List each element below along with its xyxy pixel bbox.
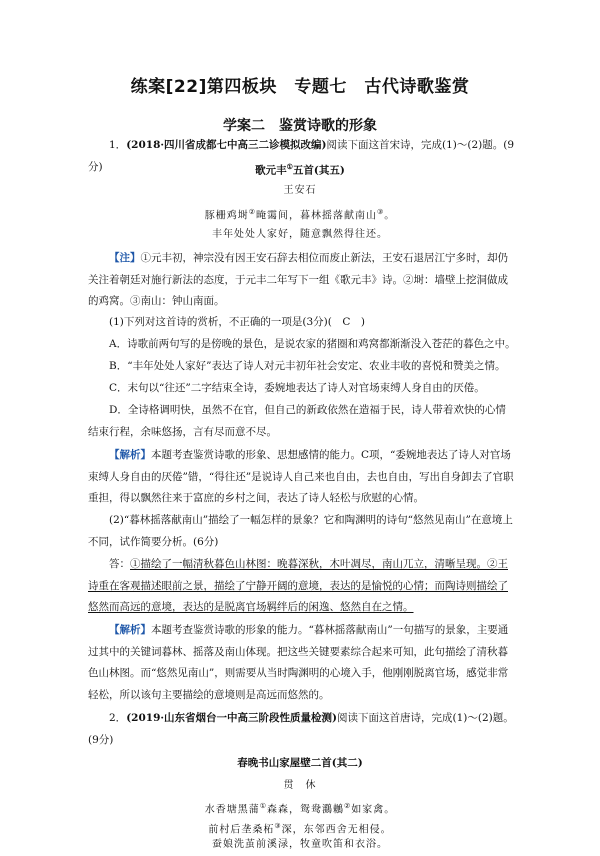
poem-1-title: 歌元丰①五首(其五) bbox=[255, 162, 345, 177]
option-d: D．全诗格调明快，虽然不在官，但自己的新政依然在造福于民，诗人带着欢快的心情结束行程，余味悠扬，言有尽而意不尽。 bbox=[88, 404, 506, 438]
option-a: A．诗歌前两句写的是傍晚的景色，是说农家的猪圈和鸡窝都渐渐没入苍茫的暮色之中。 bbox=[109, 338, 516, 350]
poem-2-line-1: 水香塘黑蒲①森森，鸳鸯鸂鶒②如家禽。 bbox=[204, 802, 396, 816]
sub-question-1: (1)下列对这首诗的赏析，不正确的一项是(3分)( C ) bbox=[109, 316, 365, 328]
question-2-intro: 2．(2019·山东省烟台一中高三阶段性质量检测)阅读下面这首唐诗，完成(1)～(2)题。(9分) bbox=[88, 712, 514, 746]
question-1-source: (2018·四川省成都七中高三二诊模拟改编) bbox=[126, 139, 327, 151]
section-subtitle: 学案二 鉴赏诗歌的形象 bbox=[223, 118, 377, 134]
page-title: 练案[22]第四板块 专题七 古代诗歌鉴赏 bbox=[130, 77, 470, 97]
option-c: C．末句以“往还”二字结束全诗，委婉地表达了诗人对官场束缚人身自由的厌倦。 bbox=[109, 382, 485, 394]
sub-question-2: (2)“暮林摇落献南山”描绘了一幅怎样的景象？它和陶渊明的诗句“悠然见南山”在意境上不同，试作简要分析。(6分) bbox=[88, 514, 513, 548]
poem-1-notes: 【注】①元丰初，神宗没有因王安石辞去相位而废止新法，王安石退居江宁多时，却仍关注着朝廷对施行新法的态度，于元丰二年写下一组《歌元丰》诗。②埘：墙壁上挖洞做成的鸡窝。③南山：钟山南面。 bbox=[88, 252, 508, 307]
poem-2-title: 春晚书山家屋壁二首(其二) bbox=[237, 757, 363, 769]
analysis-label: 【解析】 bbox=[109, 449, 151, 461]
poem-1-line-1: 豚栅鸡埘②晻霭间，暮林摇落献南山③。 bbox=[204, 208, 396, 222]
question-1-intro: 1．(2018·四川省成都七中高三二诊模拟改编)阅读下面这首宋诗，完成(1)～(2)题。(9分) bbox=[88, 139, 515, 173]
poem-1-author: 王安石 bbox=[283, 185, 317, 196]
poem-1-line-2: 丰年处处人家好，随意飘然得往还。 bbox=[212, 229, 388, 240]
question-2-source: (2019·山东省烟台一中高三阶段性质量检测) bbox=[126, 712, 338, 724]
option-b: B．“丰年处处人家好”表达了诗人对元丰初年社会安定、农业丰收的喜悦和赞美之情。 bbox=[109, 360, 506, 372]
answer-2: 答：①描绘了一幅清秋暮色山林图：晚暮深秋，木叶凋尽，南山兀立，清晰呈现。②王诗重在客观描述眼前之景，描绘了宁静开阔的意境，表达的是愉悦的心情；而陶诗则描绘了悠然而高远的意境，表达的是脱离官场羁绊后的闲逸、悠然自在之情。 bbox=[88, 558, 508, 613]
answer-text: ①描绘了一幅清秋暮色山林图：晚暮深秋，木叶凋尽，南山兀立，清晰呈现。②王诗重在客观描述眼前之景，描绘了宁静开阔的意境，表达的是愉悦的心情；而陶诗则描绘了悠然而高远的意境，表达的是脱离官场羁绊后的闲逸、悠然自在之情。 bbox=[88, 558, 508, 613]
poem-2-line-3: 蚕娘洗茧前溪渌，牧童吹笛和衣浴。 bbox=[212, 839, 388, 850]
poem-2-author: 贯 休 bbox=[283, 780, 317, 791]
analysis-1: 【解析】本题考查鉴赏诗歌的形象、思想感情的能力。C项，“委婉地表达了诗人对官场束缚人身自由的厌倦”错，“得往还”是说诗人自己来也自由，去也自由，写出自身卸去了官职重担，得以飘然往来于富庶的乡村之间，表达了诗人轻松与欣慰的心情。 bbox=[88, 449, 514, 504]
analysis-label: 【解析】 bbox=[109, 624, 151, 636]
note-label: 【注】 bbox=[109, 252, 141, 264]
poem-2-line-2: 前村后垄桑柘③深，东邻西舍无相侵。 bbox=[208, 822, 392, 836]
analysis-2: 【解析】本题考查鉴赏诗歌的形象的能力。“暮林摇落献南山”一句描写的景象，主要通过其中的关键词暮林、摇落及南山体现。把这些关键要素综合起来可知，此句描绘了清秋暮色山林图。而“悠然见南山”，则需要从当时陶渊明的心境入手，他刚刚脱离官场，感觉非常轻松，所以该句主要描绘的意境则是高远而悠然的。 bbox=[88, 624, 509, 701]
